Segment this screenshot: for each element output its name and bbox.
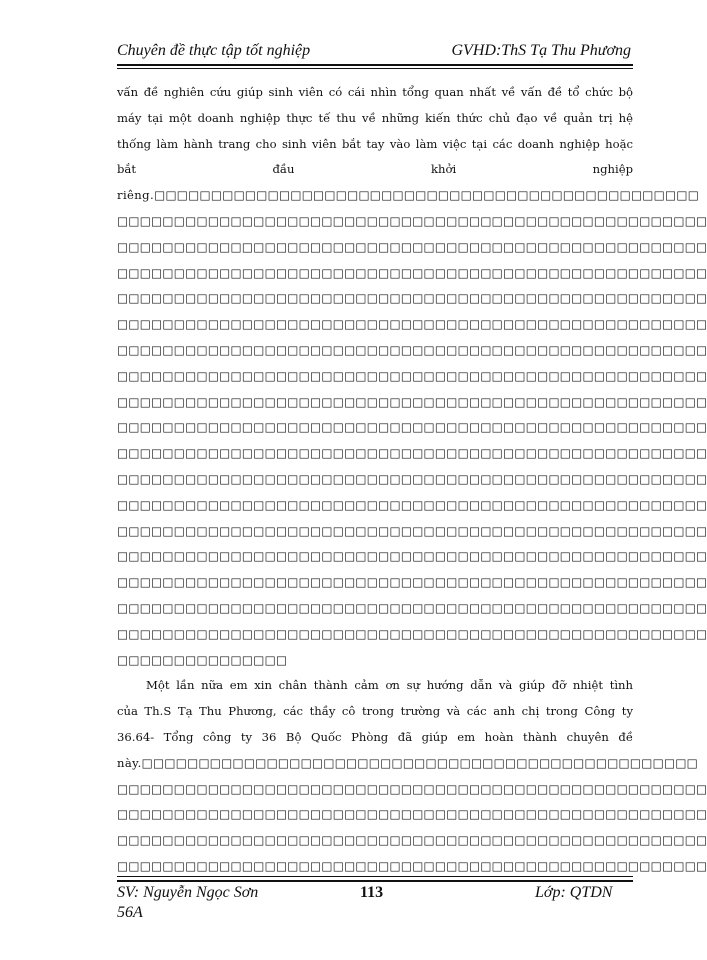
placeholder-row: □□□□□□□□□□□□□□□□□□□□□□□□□□□□□□□□□□□□□□□□□□□□□□□□□□□□ <box>117 394 707 409</box>
placeholder-row: □□□□□□□□□□□□□□□□□□□□□□□□□□□□□□□□□□□□□□□□□□□□□□□□□□□□ <box>117 781 707 796</box>
placeholder-row: □□□□□□□□□□□□□□□□□□□□□□□□□□□□□□□□□□□□□□□□□□□□□□□□□□□□ <box>117 291 707 306</box>
text-line: Một lần nữa em xin chân thành cảm ơn sự hướng dẫn và giúp đỡ nhiệt tình <box>146 678 633 693</box>
student-name: SV: Nguyễn Ngọc Sơn <box>117 884 259 901</box>
header-title: Chuyên đề thực tập tốt nghiệp <box>117 42 311 59</box>
text-line: của Th.S Tạ Thu Phương, các thầy cô trong trường và các anh chị trong Công ty <box>117 704 633 719</box>
footer-class: Lớp: QTDN <box>535 884 613 901</box>
header-advisor: GVHD:ThS Tạ Thu Phương <box>451 42 631 59</box>
placeholder-row: □□□□□□□□□□□□□□□□□□□□□□□□□□□□□□□□□□□□□□□□□□□□□□□□□□□□ <box>117 626 707 641</box>
page-header <box>117 36 631 66</box>
placeholder-row: □□□□□□□□□□□□□□□□□□□□□□□□□□□□□□□□□□□□□□□□□□□□□□□□□□□□ <box>117 600 707 615</box>
placeholder-row: □□□□□□□□□□□□□□□□□□□□□□□□□□□□□□□□□□□□□□□□□□□□□□□□□□□□ <box>117 807 707 822</box>
placeholder-row: □□□□□□□□□□□□□□□□□□□□□□□□□□□□□□□□□□□□□□□□□□□□□□□□□□□□ <box>117 549 707 564</box>
page-number: 113 <box>360 884 384 901</box>
text-line: máy tại một doanh nghiệp thực tế thu về những kiến thức chủ đạo về quản trị hệ <box>117 110 633 125</box>
header-rule-thin <box>117 68 633 69</box>
text-line: này.□□□□□□□□□□□□□□□□□□□□□□□□□□□□□□□□□□□□□□□□□□□□□□□□□ <box>117 755 699 770</box>
placeholder-row: □□□□□□□□□□□□□□□□□□□□□□□□□□□□□□□□□□□□□□□□□□□□□□□□□□□□ <box>117 368 707 383</box>
placeholder-row: □□□□□□□□□□□□□□□□□□□□□□□□□□□□□□□□□□□□□□□□□□□□□□□□□□□□ <box>117 239 707 254</box>
placeholder-row: □□□□□□□□□□□□□□□□□□□□□□□□□□□□□□□□□□□□□□□□□□□□□□□□□□□□ <box>117 497 707 512</box>
text-line: vấn đề nghiên cứu giúp sinh viên có cái nhìn tổng quan nhất về vấn đề tổ chức bộ <box>117 85 633 99</box>
placeholder-row: □□□□□□□□□□□□□□□□□□□□□□□□□□□□□□□□□□□□□□□□□□□□□□□□□□□□ <box>117 575 707 590</box>
text-line: riêng.□□□□□□□□□□□□□□□□□□□□□□□□□□□□□□□□□□□□□□□□□□□□□□□□ <box>117 188 700 203</box>
footer-rule <box>117 880 633 882</box>
placeholder-row: □□□□□□□□□□□□□□□□□□□□□□□□□□□□□□□□□□□□□□□□□□□□□□□□□□□□ <box>117 317 707 332</box>
student-name-cont: 56A <box>117 904 143 921</box>
placeholder-row-tail: □□□□□□□□□□□□□□□ <box>117 652 288 667</box>
text-line: bắt đầu khởi nghiệp <box>117 162 633 177</box>
placeholder-row: □□□□□□□□□□□□□□□□□□□□□□□□□□□□□□□□□□□□□□□□□□□□□□□□□□□□ <box>117 471 707 486</box>
footer-student <box>117 883 258 923</box>
placeholder-row: □□□□□□□□□□□□□□□□□□□□□□□□□□□□□□□□□□□□□□□□□□□□□□□□□□□□ <box>117 523 707 538</box>
placeholder-row: □□□□□□□□□□□□□□□□□□□□□□□□□□□□□□□□□□□□□□□□□□□□□□□□□□□□ <box>117 420 707 435</box>
text-line: thống làm hành trang cho sinh viên bắt tay vào làm việc tại các doanh nghiệp hoặc <box>117 136 633 151</box>
placeholder-row: □□□□□□□□□□□□□□□□□□□□□□□□□□□□□□□□□□□□□□□□□□□□□□□□□□□□ <box>117 213 707 228</box>
placeholder-row: □□□□□□□□□□□□□□□□□□□□□□□□□□□□□□□□□□□□□□□□□□□□□□□□□□□□ <box>117 446 707 461</box>
text-line: 36.64- Tổng công ty 36 Bộ Quốc Phòng đã giúp em hoàn thành chuyên đề <box>117 729 633 744</box>
document-body <box>117 80 707 880</box>
placeholder-row: □□□□□□□□□□□□□□□□□□□□□□□□□□□□□□□□□□□□□□□□□□□□□□□□□□□□ <box>117 342 707 357</box>
placeholder-row: □□□□□□□□□□□□□□□□□□□□□□□□□□□□□□□□□□□□□□□□□□□□□□□□□□□□ <box>117 858 707 873</box>
header-rule <box>117 64 633 66</box>
placeholder-row: □□□□□□□□□□□□□□□□□□□□□□□□□□□□□□□□□□□□□□□□□□□□□□□□□□□□ <box>117 833 707 848</box>
footer-rule-thin <box>117 876 633 877</box>
placeholder-row: □□□□□□□□□□□□□□□□□□□□□□□□□□□□□□□□□□□□□□□□□□□□□□□□□□□□ <box>117 265 707 280</box>
